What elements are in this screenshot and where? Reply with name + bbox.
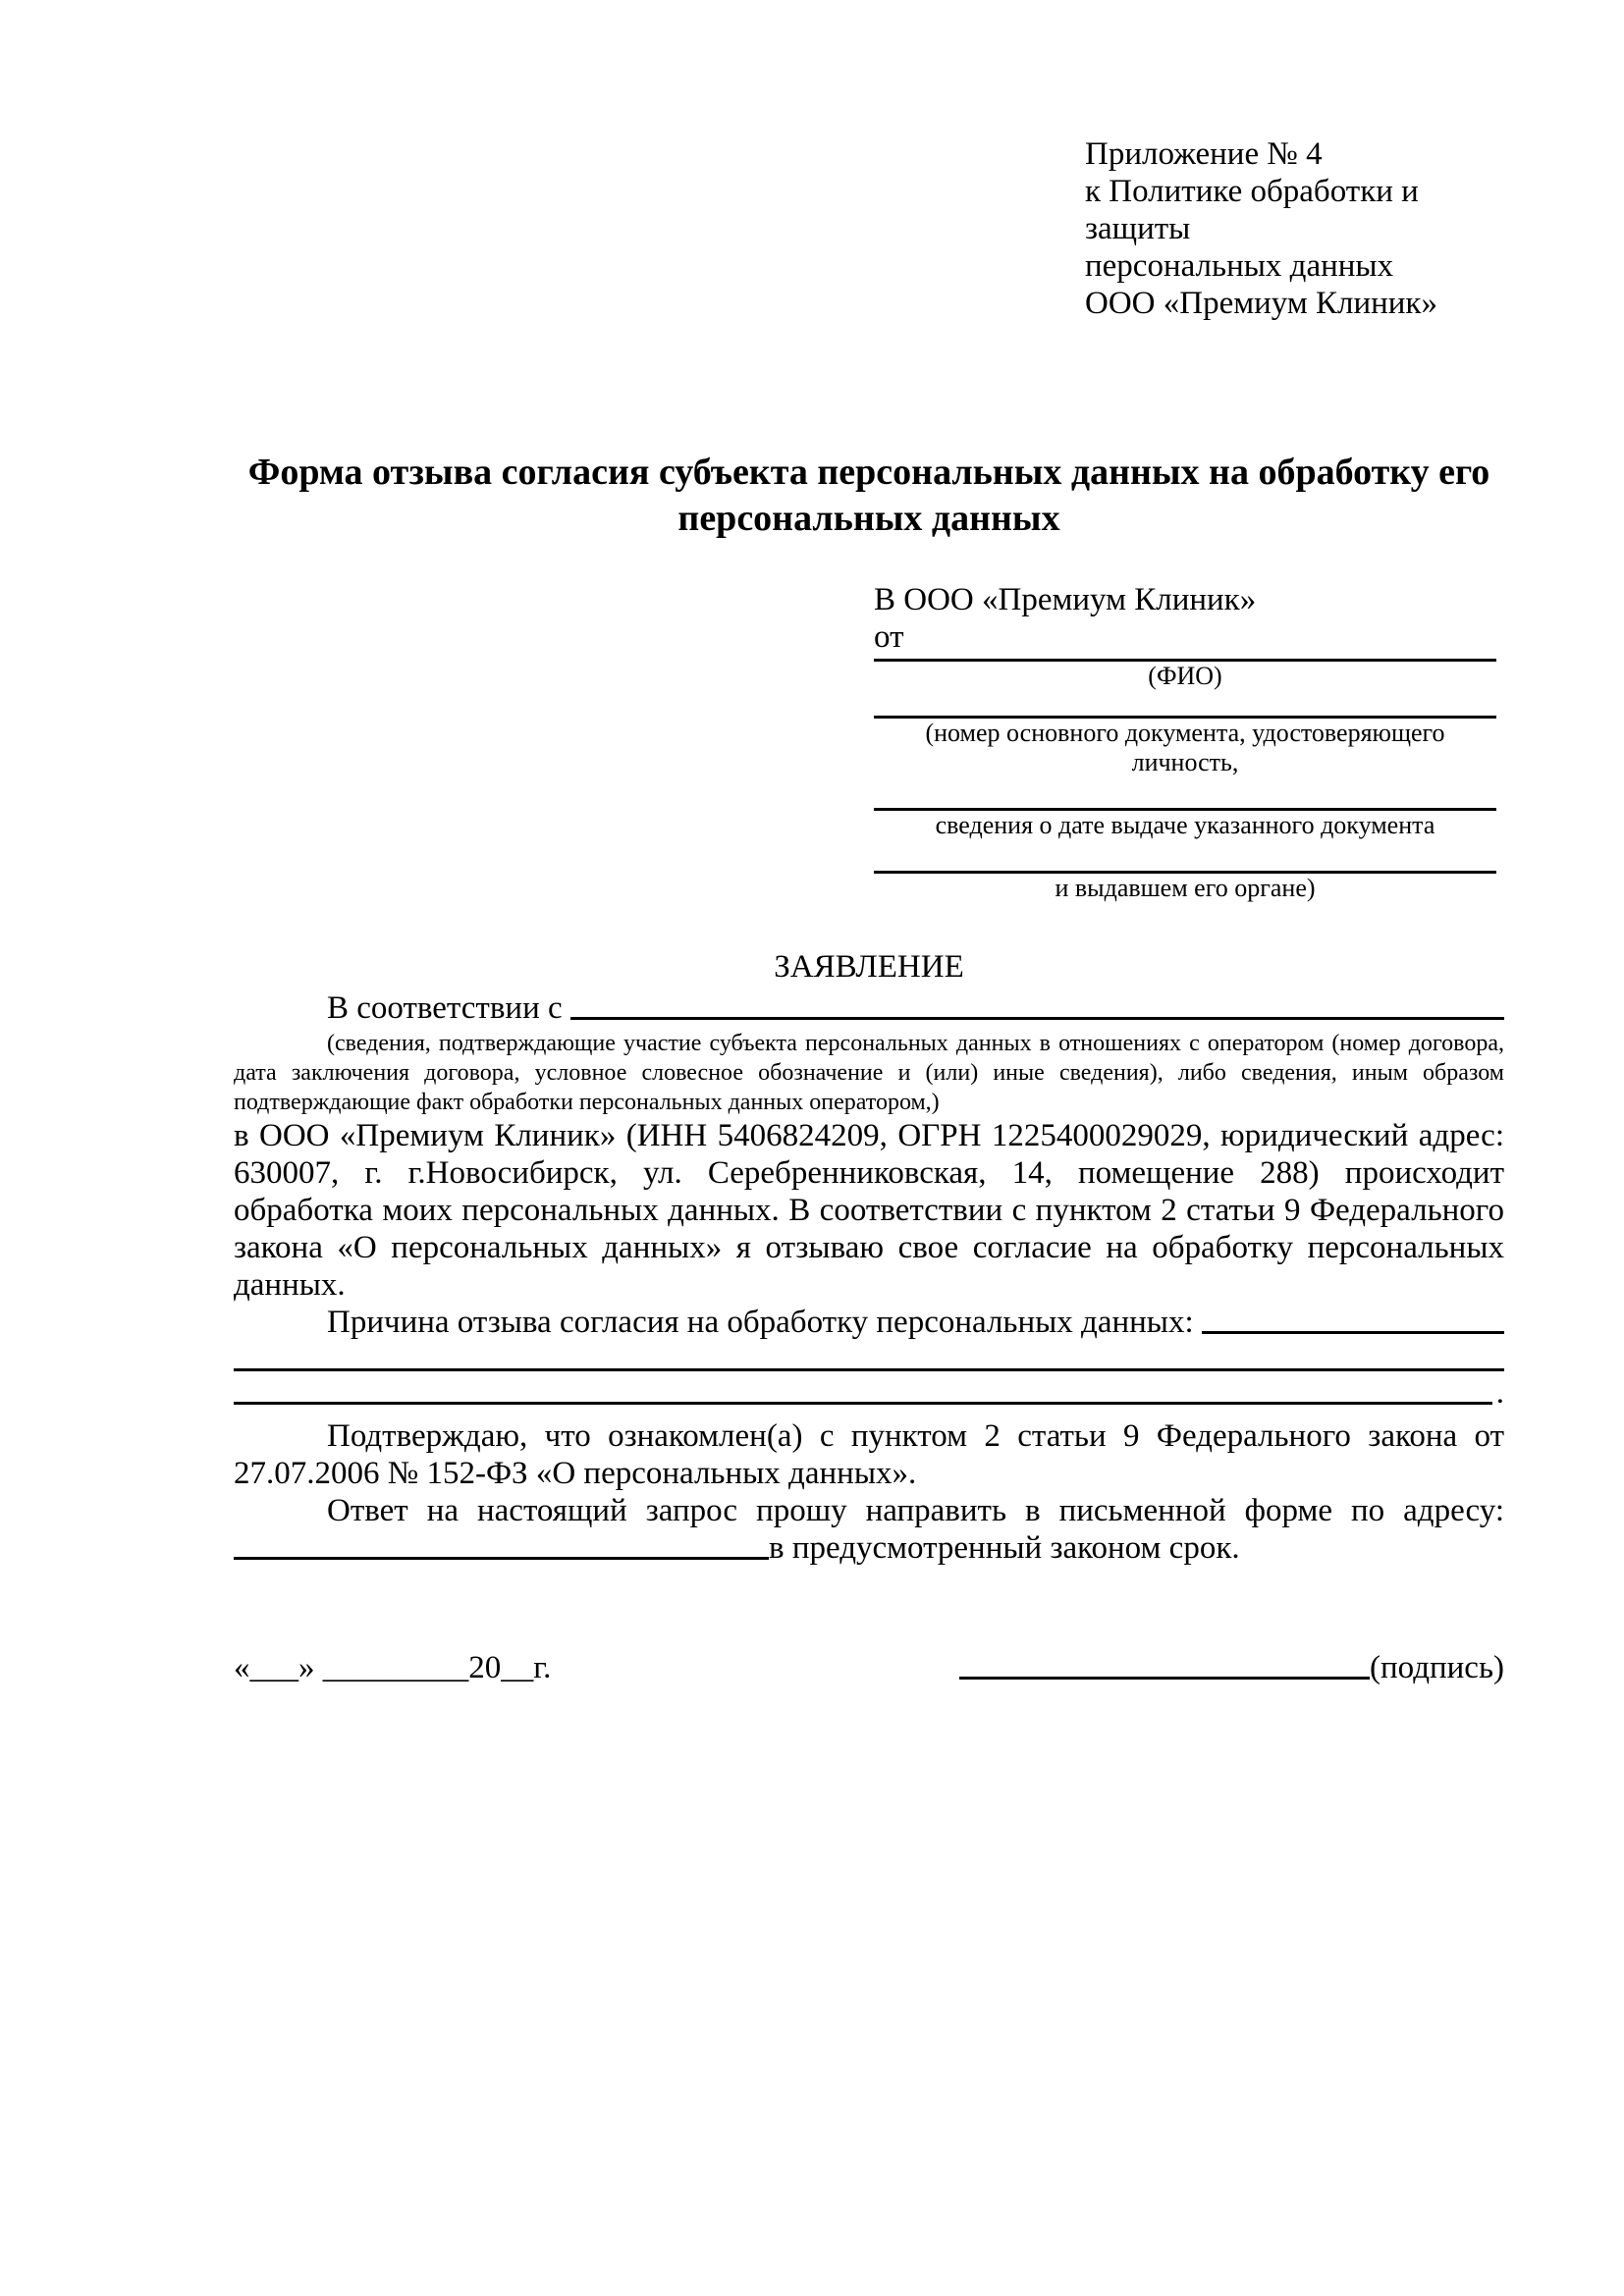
issuing-authority-label: и выдавшем его органе) bbox=[1055, 874, 1316, 902]
issue-date-label: сведения о дате выдаче указанного документа bbox=[935, 811, 1435, 839]
appendix-header bbox=[1085, 135, 1504, 322]
basis-blank-line bbox=[570, 1017, 1504, 1020]
confirmation-paragraph: Подтверждаю, что ознакомлен(а) с пунктом 2 статьи 9 Федерального закона от 27.07.2006 № 152-ФЗ «О персональных данных». bbox=[234, 1418, 1504, 1491]
reply-tail: в предусмотренный законом срок. bbox=[769, 1530, 1240, 1566]
appendix-number: Приложение № 4 bbox=[1085, 136, 1323, 172]
basis-row bbox=[234, 989, 1504, 1027]
date-blank: «___» _________20__г. bbox=[234, 1650, 552, 1685]
reason-blank-line-3 bbox=[234, 1402, 1492, 1405]
reason-end-period: . bbox=[1495, 1375, 1504, 1411]
reply-address-row bbox=[234, 1529, 1504, 1567]
document-title: Форма отзыва согласия субъекта персональных данных на обработку его персональных данных bbox=[247, 452, 1490, 539]
body-paragraph: в ООО «Премиум Клиник» (ИНН 5406824209, ОГРН 1225400029029, юридический адрес: 630007, г. г.Новосибирск, ул. Серебренниковская, 14, помещение 288) происходит обработка моих персональных данных. В соответствии с пунктом 2 статьи 9 Федерального закона «О персональных данных» я отзываю свое согласие на обработку персональных данных. bbox=[234, 1118, 1504, 1303]
document-number-label: (номер основного документа, удостоверяющего личность, bbox=[925, 719, 1445, 776]
addressee-to: В ООО «Премиум Клиник» bbox=[874, 582, 1257, 617]
appendix-policy-line: к Политике обработки и защиты bbox=[1085, 174, 1419, 246]
date-signature-row bbox=[234, 1649, 1504, 1686]
reason-blank-row-3 bbox=[234, 1375, 1504, 1412]
reason-lead: Причина отзыва согласия на обработку персональных данных: bbox=[327, 1305, 1194, 1340]
reason-row bbox=[234, 1304, 1504, 1341]
reply-address-blank-line bbox=[234, 1557, 769, 1560]
signature-group bbox=[959, 1649, 1504, 1686]
appendix-policy-line2: персональных данных bbox=[1085, 248, 1394, 284]
signature-label: (подпись) bbox=[1370, 1650, 1504, 1685]
addressee-block bbox=[874, 581, 1496, 903]
basis-lead: В соответствии с bbox=[327, 990, 563, 1026]
statement-heading: ЗАЯВЛЕНИЕ bbox=[774, 949, 964, 985]
issuing-authority-blank-line bbox=[874, 840, 1496, 874]
reason-blank-line-1 bbox=[1202, 1331, 1504, 1334]
document-number-blank-line bbox=[874, 691, 1496, 719]
fio-label: (ФИО) bbox=[1148, 662, 1222, 690]
appendix-company: ООО «Премиум Клиник» bbox=[1085, 286, 1437, 321]
reply-lead: Ответ на настоящий запрос прошу направить в письменной форме по адресу: bbox=[327, 1493, 1504, 1528]
addressee-from: от bbox=[874, 619, 904, 655]
reason-blank-row-2 bbox=[234, 1341, 1504, 1378]
issue-date-blank-line bbox=[874, 777, 1496, 811]
signature-blank-line bbox=[959, 1677, 1370, 1680]
basis-footnote: (сведения, подтверждающие участие субъекта персональных данных в отношениях с оператором (номер договора, дата заключения договора, условное словесное обозначение и (или) иные сведения), либо сведения, иным образом подтверждающие факт обработки персональных данных оператором,) bbox=[234, 1031, 1504, 1115]
reason-blank-line-2 bbox=[234, 1368, 1504, 1371]
